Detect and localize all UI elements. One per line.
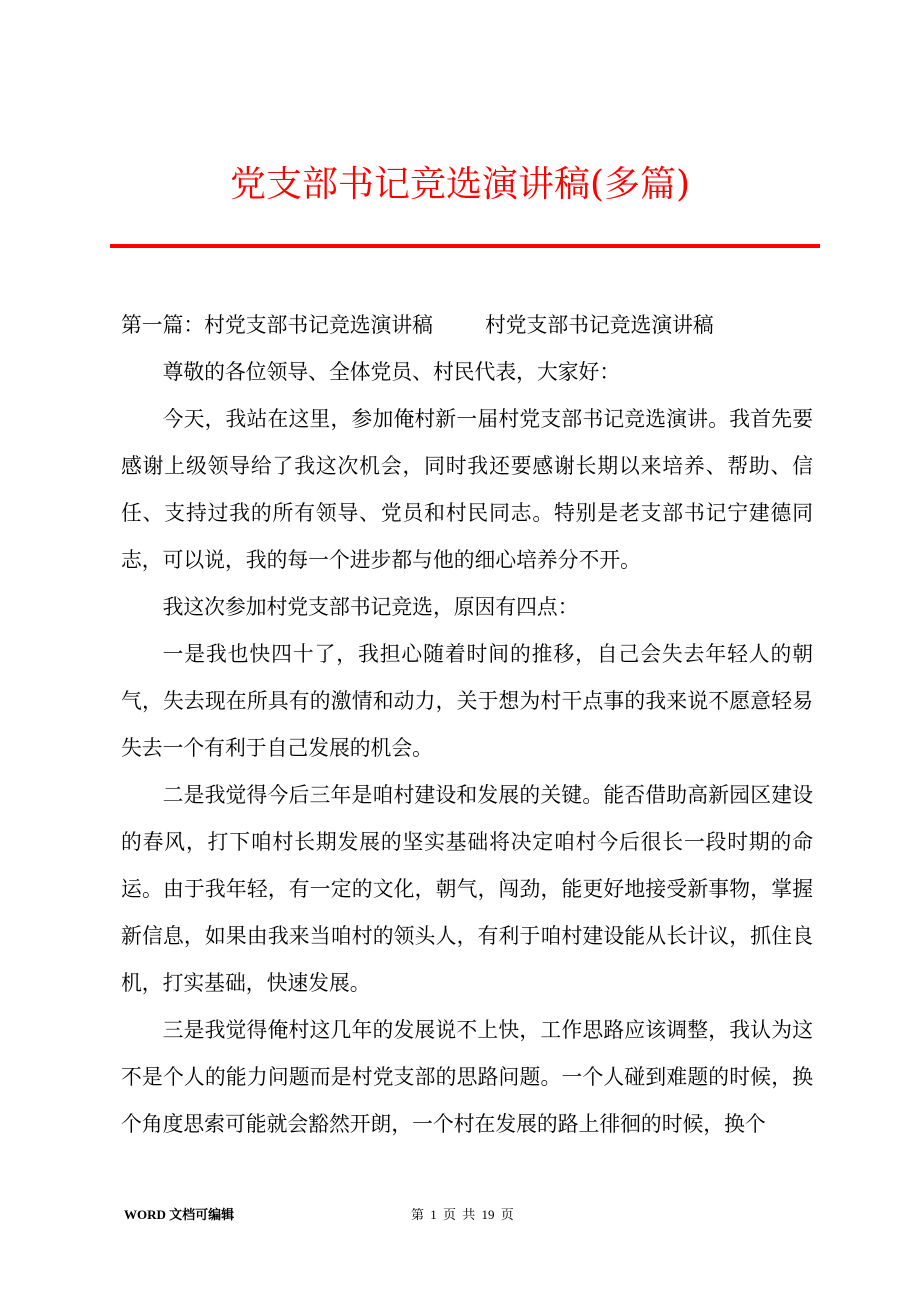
page-number: 第 1 页 共 19 页 — [411, 1207, 514, 1222]
paragraph-reasons-lead: 我这次参加村党支部书记竞选，原因有四点： — [162, 595, 579, 619]
page-footer — [0, 1203, 920, 1227]
title-divider — [110, 244, 820, 248]
document-body — [121, 302, 813, 1148]
footer-editable-note: WORD 文档可编辑 — [124, 1207, 235, 1222]
paragraph-reason-three: 三是我觉得俺村这几年的发展说不上快，工作思路应该调整，我认为这不是个人的能力问题而是村党支部的思路问题。一个人碰到难题的时候，换个角度思索可能就会豁然开朗，一个村在发展的路上徘徊的时候，换个 — [121, 1018, 813, 1136]
section-part-label: 第一篇：村党支部书记竞选演讲稿 — [121, 313, 433, 337]
paragraph-reason-one: 一是我也快四十了，我担心随着时间的推移，自己会失去年轻人的朝气，失去现在所具有的激情和动力，关于想为村干点事的我来说不愿意轻易失去一个有利于自己发展的机会。 — [121, 642, 813, 760]
section-heading — [121, 302, 813, 349]
section-subtitle: 村党支部书记竞选演讲稿 — [484, 313, 714, 337]
paragraph-reason-two: 二是我觉得今后三年是咱村建设和发展的关键。能否借助高新园区建设的春风，打下咱村长期发展的坚实基础将决定咱村今后很长一段时期的命运。由于我年轻，有一定的文化，朝气，闯劲，能更好地接受新事物，掌握新信息，如果由我来当咱村的领头人，有利于咱村建设能从长计议，抓住良机，打实基础，快速发展。 — [121, 783, 813, 995]
document-title: 党支部书记竞选演讲稿(多篇) — [229, 164, 691, 205]
paragraph-intro: 今天，我站在这里，参加俺村新一届村党支部书记竞选演讲。我首先要感谢上级领导给了我这次机会，同时我还要感谢长期以来培养、帮助、信任、支持过我的所有领导、党员和村民同志。特别是老支部书记宁建德同志，可以说，我的每一个进步都与他的细心培养分不开。 — [121, 407, 813, 572]
paragraph-greeting: 尊敬的各位领导、全体党员、村民代表，大家好： — [162, 360, 621, 384]
